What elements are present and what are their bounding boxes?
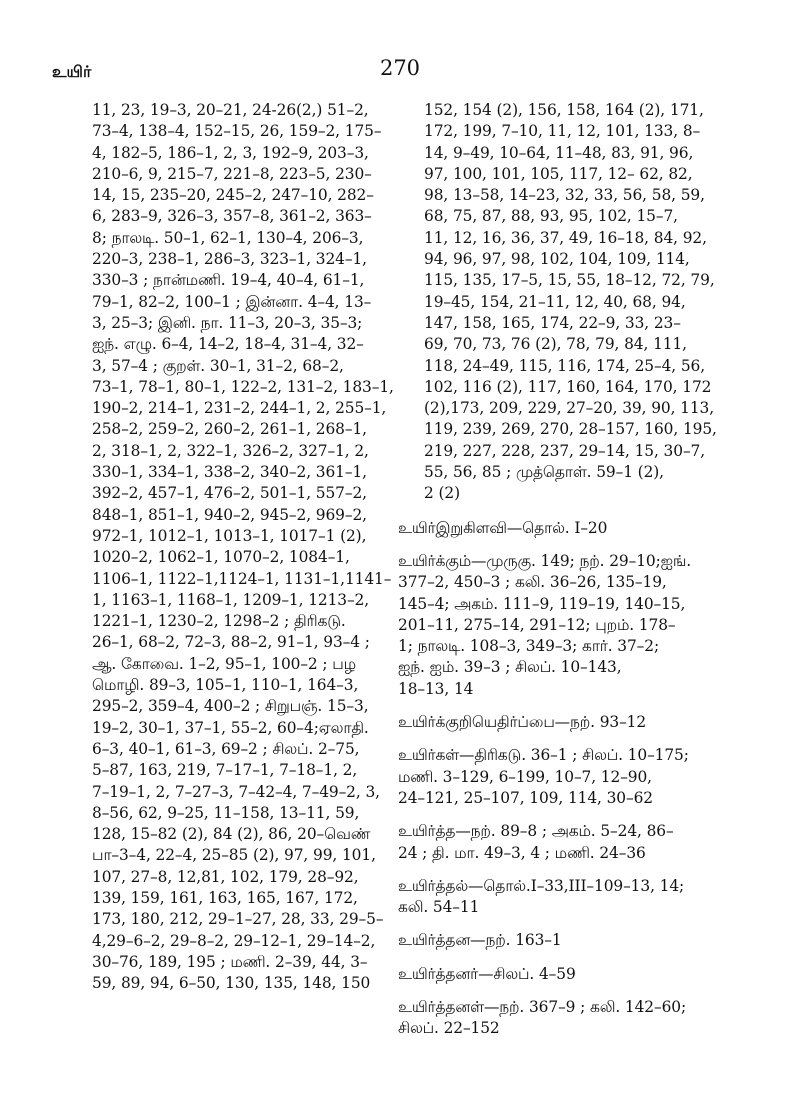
text-line: 4,29–6–2, 29–8–2, 29–12–1, 29–14–2, xyxy=(92,931,376,950)
text-line: 258–2, 259–2, 260–2, 261–1, 268–1, xyxy=(92,420,367,439)
text-line: 119, 239, 269, 270, 28–157, 160, 195, xyxy=(424,420,717,439)
text-line: 68, 75, 87, 88, 93, 95, 102, 15–7, xyxy=(424,207,678,226)
right-column xyxy=(398,100,743,1052)
index-entry xyxy=(398,518,743,539)
text-line: 55, 56, 85 ; முத்தொள். 59–1 (2), xyxy=(424,463,664,482)
text-line: ஐந். எழு. 6–4, 14–2, 18–4, 31–4, 32– xyxy=(92,335,364,354)
text-line: 392–2, 457–1, 476–2, 501–1, 557–2, xyxy=(92,484,367,503)
text-line: 3, 25–3; இனி. நா. 11–3, 20–3, 35–3; xyxy=(92,313,363,332)
index-entry xyxy=(398,997,743,1040)
text-line: உயிர்க்குறியெதிர்ப்பை—நற். 93–12 xyxy=(398,713,647,732)
index-entry xyxy=(398,712,743,733)
index-entry xyxy=(398,876,743,919)
index-entry xyxy=(398,821,743,864)
text-line: உயிர்கள்—திரிகடு. 36–1 ; சிலப். 10–175; xyxy=(398,746,689,765)
text-line: 848–1, 851–1, 940–2, 945–2, 969–2, xyxy=(92,505,367,524)
index-entry xyxy=(398,745,743,809)
text-line: 8–56, 62, 9–25, 11–158, 13–11, 59, xyxy=(92,803,360,822)
text-line: உயிர்க்கும்—முருகு. 149; நற். 29–10;ஐங். xyxy=(398,551,692,570)
text-line: ஆ. கோவை. 1–2, 95–1, 100–2 ; பழ xyxy=(92,654,356,673)
text-line: 5–87, 163, 219, 7–17–1, 7–18–1, 2, xyxy=(92,761,358,780)
text-line: 11, 23, 19–3, 20–21, 24-26(2,) 51–2, xyxy=(92,101,369,119)
text-line: 2, 318–1, 2, 322–1, 326–2, 327–1, 2, xyxy=(92,441,369,460)
text-line: 1, 1163–1, 1168–1, 1209–1, 1213–2, xyxy=(92,590,370,609)
text-line: 14, 15, 235–20, 245–2, 247–10, 282– xyxy=(92,186,374,205)
text-line: 19–45, 154, 21–11, 12, 40, 68, 94, xyxy=(424,292,686,311)
text-line: 115, 135, 17–5, 15, 55, 18–12, 72, 79, xyxy=(424,271,715,290)
text-line: 6–3, 40–1, 61–3, 69–2 ; சிலப். 2–75, xyxy=(92,739,360,758)
text-line: 59, 89, 94, 6–50, 130, 135, 148, 150 xyxy=(92,974,371,993)
text-line: 98, 13–58, 14–23, 32, 33, 56, 58, 59, xyxy=(424,186,705,205)
text-line: மொழி. 89–3, 105–1, 110–1, 164–3, xyxy=(92,676,359,695)
index-entries xyxy=(398,518,743,1040)
text-line: 6, 283–9, 326–3, 357–8, 361–2, 363– xyxy=(92,207,372,226)
text-line: 139, 159, 161, 163, 165, 167, 172, xyxy=(92,888,358,907)
text-line: 377–2, 450–3 ; கலி. 36–26, 135–19, xyxy=(398,573,667,592)
text-line: 73–4, 138–4, 152–15, 26, 159–2, 175– xyxy=(92,122,382,141)
text-line: 19–2, 30–1, 37–1, 55–2, 60–4;ஏலாதி. xyxy=(92,718,369,737)
left-column xyxy=(92,100,392,994)
continued-entry xyxy=(92,100,392,994)
text-line: 2 (2) xyxy=(424,484,460,503)
text-line: 330–1, 334–1, 338–2, 340–2, 361–1, xyxy=(92,463,367,482)
text-line: உயிர்இறுகிளவி—தொல். I–20 xyxy=(398,518,608,537)
text-line: 972–1, 1012–1, 1013–1, 1017–1 (2), xyxy=(92,526,367,545)
index-entry xyxy=(398,964,743,985)
text-line: 128, 15–82 (2), 84 (2), 86, 20–வெண் xyxy=(92,825,371,844)
text-line: உயிர்த்தன—நற். 163–1 xyxy=(398,931,562,950)
text-line: 73–1, 78–1, 80–1, 122–2, 131–2, 183–1, xyxy=(92,377,394,396)
index-entry xyxy=(398,551,743,700)
text-line: 172, 199, 7–10, 11, 12, 101, 133, 8– xyxy=(424,122,701,141)
text-line: 145–4; அகம். 111–9, 119–19, 140–15, xyxy=(398,594,686,613)
page-number: 270 xyxy=(379,56,421,80)
text-line: 210–6, 9, 215–7, 221–8, 223–5, 230– xyxy=(92,164,372,183)
text-line: 220–3, 238–1, 286–3, 323–1, 324–1, xyxy=(92,250,367,269)
text-line: 11, 12, 16, 36, 37, 49, 16–18, 84, 92, xyxy=(424,228,707,247)
text-line: பா–3–4, 22–4, 25–85 (2), 97, 99, 101, xyxy=(92,846,376,865)
text-line: 152, 154 (2), 156, 158, 164 (2), 171, xyxy=(424,101,704,119)
text-line: 14, 9–49, 10–64, 11–48, 83, 91, 96, xyxy=(424,143,694,162)
text-line: 118, 24–49, 115, 116, 174, 25–4, 56, xyxy=(424,356,706,375)
text-line: உயிர்த்தல்—தொல்.I–33,III–109–13, 14; xyxy=(398,876,685,895)
text-line: 8; நாலடி. 50–1, 62–1, 130–4, 206–3, xyxy=(92,228,364,247)
text-line: 147, 158, 165, 174, 22–9, 33, 23– xyxy=(424,313,681,332)
text-line: 173, 180, 212, 29–1–27, 28, 33, 29–5– xyxy=(92,910,384,929)
text-line: 1020–2, 1062–1, 1070–2, 1084–1, xyxy=(92,548,350,567)
text-line: உயிர்த்தனர்—சிலப். 4–59 xyxy=(398,964,576,983)
text-line: 3, 57–4 ; குறள். 30–1, 31–2, 68–2, xyxy=(92,356,344,375)
text-line: உயிர்த்த—நற். 89–8 ; அகம். 5–24, 86– xyxy=(398,822,674,841)
running-header: உயிர் xyxy=(52,62,92,81)
text-line: 201–11, 275–14, 291–12; புறம். 178– xyxy=(398,615,676,634)
text-line: மணி. 3–129, 6–199, 10–7, 12–90, xyxy=(398,767,652,786)
continued-entry xyxy=(398,100,743,505)
text-line: ஐந். ஐம். 39–3 ; சிலப். 10–143, xyxy=(398,658,622,677)
text-line: 94, 96, 97, 98, 102, 104, 109, 114, xyxy=(424,250,690,269)
text-line: 18–13, 14 xyxy=(398,679,474,698)
text-line: 1; நாலடி. 108–3, 349–3; கார். 37–2; xyxy=(398,637,660,656)
text-line: கலி. 54–11 xyxy=(398,898,480,917)
text-line: 30–76, 189, 195 ; மணி. 2–39, 44, 3– xyxy=(92,952,368,971)
text-line: 1221–1, 1230–2, 1298–2 ; திரிகடு. xyxy=(92,612,346,631)
text-line: 24 ; தி. மா. 49–3, 4 ; மணி. 24–36 xyxy=(398,843,646,862)
text-line: 97, 100, 101, 105, 117, 12– 62, 82, xyxy=(424,164,693,183)
index-entry xyxy=(398,930,743,951)
text-line: 190–2, 214–1, 231–2, 244–1, 2, 255–1, xyxy=(92,399,387,418)
text-line: 4, 182–5, 186–1, 2, 3, 192–9, 203–3, xyxy=(92,143,369,162)
text-line: 26–1, 68–2, 72–3, 88–2, 91–1, 93–4 ; xyxy=(92,633,370,652)
text-line: 295–2, 359–4, 400–2 ; சிறுபஞ். 15–3, xyxy=(92,697,369,716)
text-line: உயிர்த்தனள்—நற். 367–9 ; கலி. 142–60; xyxy=(398,997,687,1016)
text-line: சிலப். 22–152 xyxy=(398,1019,500,1038)
text-line: 102, 116 (2), 117, 160, 164, 170, 172 xyxy=(424,377,712,396)
text-line: (2),173, 209, 229, 27–20, 39, 90, 113, xyxy=(424,399,715,418)
text-line: 107, 27–8, 12,81, 102, 179, 28–92, xyxy=(92,867,359,886)
text-line: 219, 227, 228, 237, 29–14, 15, 30–7, xyxy=(424,441,706,460)
text-line: 330–3 ; நான்மணி. 19–4, 40–4, 61–1, xyxy=(92,271,365,290)
text-line: 1106–1, 1122–1,1124–1, 1131–1,1141– xyxy=(92,569,392,588)
text-line: 79–1, 82–2, 100–1 ; இன்னா. 4–4, 13– xyxy=(92,292,372,311)
text-line: 24–121, 25–107, 109, 114, 30–62 xyxy=(398,788,653,807)
text-line: 7–19–1, 2, 7–27–3, 7–42–4, 7–49–2, 3, xyxy=(92,782,380,801)
text-line: 69, 70, 73, 76 (2), 78, 79, 84, 111, xyxy=(424,335,687,354)
